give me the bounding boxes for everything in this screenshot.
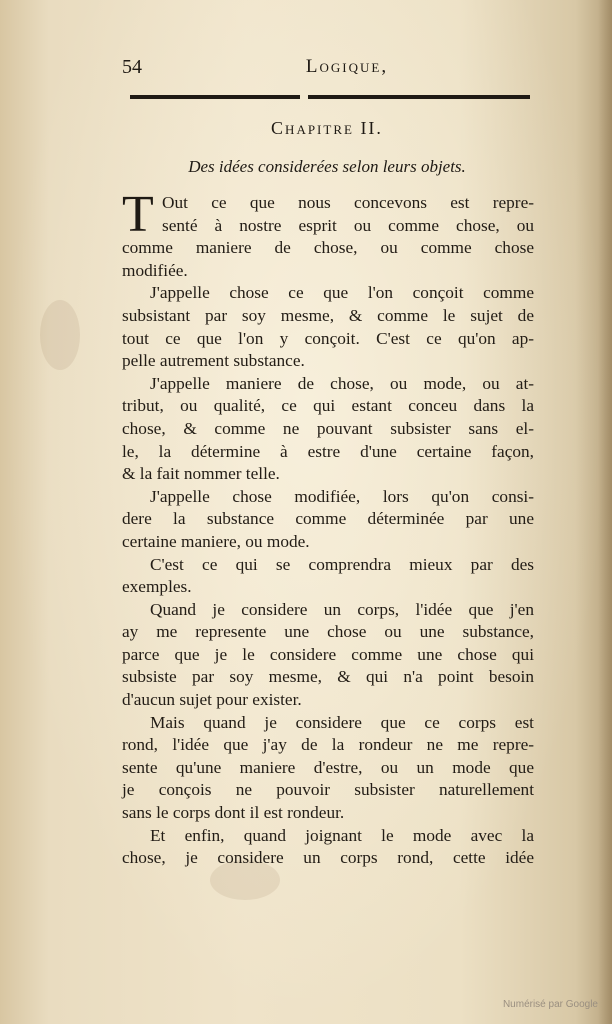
text-line: J'appelle maniere de chose, ou mode, ou at- — [150, 373, 534, 393]
page-number: 54 — [122, 56, 142, 78]
text-line: tout ce que l'on y conçoit. C'est ce qu'on ap- — [122, 328, 534, 348]
chapter-subtitle: Des idées considerées selon leurs objets. — [188, 157, 466, 176]
text-line: modifiée. — [122, 260, 188, 280]
page-header — [122, 56, 532, 86]
text-line: comme maniere de chose, ou comme chose — [122, 238, 534, 258]
text-line: je conçois ne pouvoir subsister naturellement — [122, 780, 534, 800]
text-line: dere la substance comme déterminée par une — [122, 509, 534, 529]
paper-stain — [40, 300, 80, 370]
text-line: chose, & comme ne pouvant subsister sans el- — [122, 418, 534, 438]
running-head: Logique, — [305, 56, 389, 77]
chapter-title: Chapitre II. — [271, 118, 383, 138]
text-line: J'appelle chose ce que l'on conçoit comme — [150, 283, 534, 303]
text-line: tribut, ou qualité, ce qui estant conceu dans la — [122, 396, 534, 416]
text-line: chose, je considere un corps rond, cette idée — [122, 848, 534, 868]
header-rule-right — [308, 95, 530, 99]
text-line: le, la détermine à estre d'une certaine façon, — [122, 441, 534, 461]
text-line: exemples. — [122, 577, 192, 597]
text-line: d'aucun sujet pour exister. — [122, 690, 302, 710]
text-line: Mais quand je considere que ce corps est — [150, 712, 534, 732]
header-rule-left — [130, 95, 300, 99]
text-line: pelle autrement substance. — [122, 351, 305, 371]
text-line: rond, l'idée que j'ay de la rondeur ne me repre- — [122, 735, 534, 755]
text-line: ay me represente une chose ou une substance, — [122, 622, 534, 642]
text-line: Out ce que nous concevons est repre- — [162, 193, 534, 212]
text-line: Quand je considere un corps, l'idée que j'en — [150, 599, 534, 619]
text-line: subsistant par soy mesme, & comme le sujet de — [122, 305, 534, 325]
text-line: sente qu'une maniere d'estre, ou un mode que — [122, 757, 534, 777]
text-line: Et enfin, quand joignant le mode avec la — [150, 825, 534, 845]
text-line: & la fait nommer telle. — [122, 464, 280, 484]
text-line: C'est ce qui se comprendra mieux par des — [150, 554, 534, 574]
drop-cap: T — [122, 186, 154, 243]
text-line: certaine maniere, ou mode. — [122, 531, 310, 551]
text-line: senté à nostre esprit ou comme chose, ou — [162, 215, 534, 235]
text-line: subsiste par soy mesme, & qui n'a point besoin — [122, 667, 534, 687]
scan-watermark: Numérisé par Google — [502, 999, 598, 1010]
text-line: sans le corps dont il est rondeur. — [122, 803, 345, 823]
body-text — [122, 186, 534, 870]
text-line: parce que je le considere comme une chose qui — [122, 644, 534, 664]
text-line: J'appelle chose modifiée, lors qu'on consi- — [150, 486, 534, 506]
